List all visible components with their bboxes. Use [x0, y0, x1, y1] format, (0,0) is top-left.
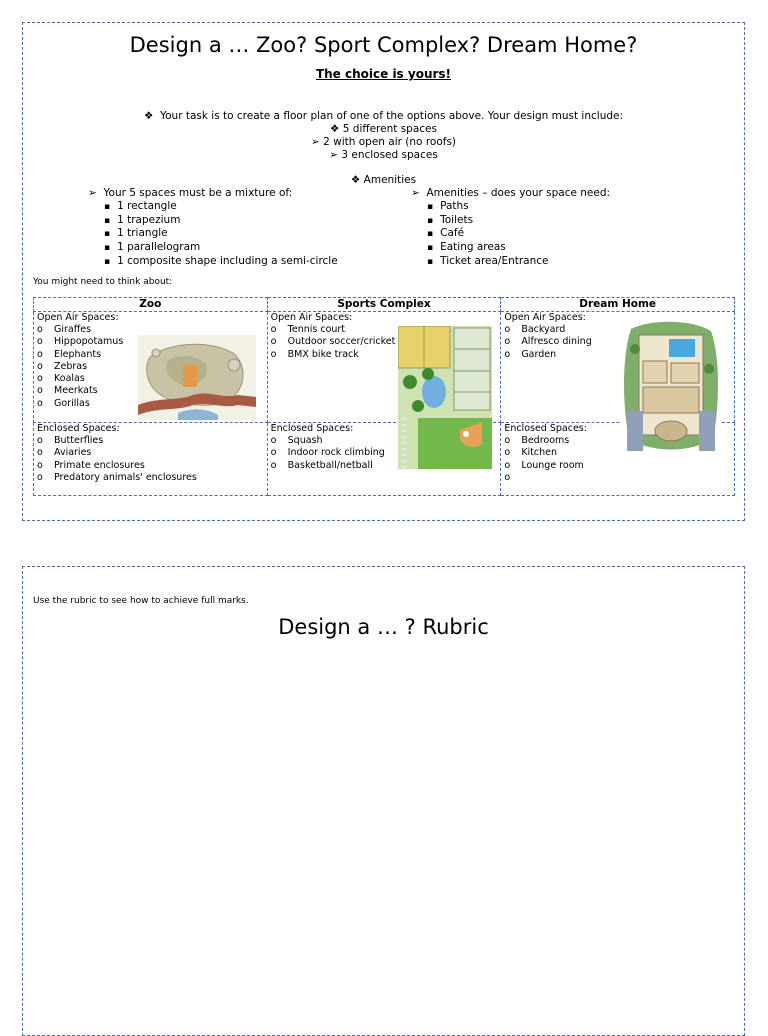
zoo-map-image — [138, 335, 256, 420]
page-title: Design a … Zoo? Sport Complex? Dream Home? — [129, 33, 638, 57]
list-item — [504, 472, 731, 484]
list-item: o BMX bike track — [271, 349, 498, 361]
list-item: ▪ 1 parallelogram — [104, 241, 338, 255]
page-two — [22, 566, 745, 1036]
list-item: o Tennis court — [271, 324, 498, 336]
amenities-list — [411, 187, 610, 269]
rubric-note: Use the rubric to see how to achieve full marks. — [33, 596, 249, 606]
list-item: o Butterflies — [37, 435, 264, 447]
task-item: 3 enclosed spaces — [341, 149, 438, 161]
diamond-bullet-icon: ❖ — [350, 174, 361, 186]
list-item: o Giraffes — [37, 324, 264, 336]
options-table — [33, 297, 735, 496]
shape-mixture-list — [88, 187, 338, 269]
list-item: ▪ Ticket area/Entrance — [427, 255, 610, 269]
list-item: ▪ Eating areas — [427, 241, 610, 255]
column-header-home: Dream Home — [501, 298, 735, 312]
sports-open-air-cell — [267, 312, 501, 423]
list-item: o Primate enclosures — [37, 460, 264, 472]
column-header-zoo: Zoo — [34, 298, 268, 312]
list-item: ▪ Café — [427, 227, 610, 241]
list-item: o Outdoor soccer/cricket — [271, 336, 498, 348]
list-item: o Indoor rock climbing — [271, 447, 498, 459]
amenities-list-heading: Amenities – does your space need: — [426, 187, 611, 199]
zoo-enclosed-cell — [34, 423, 268, 496]
diamond-bullet-icon: ❖ — [330, 123, 340, 135]
list-item: o Lounge room — [504, 460, 731, 472]
list-item: o Gorillas — [37, 398, 264, 410]
arrow-bullet-icon: ➢ — [310, 136, 320, 148]
list-item: ▪ 1 trapezium — [104, 214, 338, 228]
enclosed-label: Enclosed Spaces: — [270, 423, 354, 434]
arrow-bullet-icon: ➢ — [88, 187, 97, 199]
home-open-air-cell — [501, 312, 735, 423]
task-item: 5 different spaces — [342, 123, 437, 135]
subtitle: The choice is yours! — [315, 67, 452, 81]
diamond-bullet-icon: ❖ — [143, 110, 154, 122]
list-item: o Backyard — [504, 324, 731, 336]
think-about-label: You might need to think about: — [33, 277, 173, 287]
list-item: ▪ 1 rectangle — [104, 200, 338, 214]
mixture-heading: Your 5 spaces must be a mixture of: — [103, 187, 293, 199]
list-item: o Alfresco dining — [504, 336, 731, 348]
task-intro: Your task is to create a floor plan of one of the options above. Your design must include: — [160, 110, 624, 122]
sports-enclosed-cell — [267, 423, 501, 496]
list-item: o Predatory animals' enclosures — [37, 472, 264, 484]
column-header-sports: Sports Complex — [267, 298, 501, 312]
list-item: o Koalas — [37, 373, 264, 385]
zoo-open-air-cell — [34, 312, 268, 423]
list-item: o Hippopotamus — [37, 336, 264, 348]
amenities-heading: ❖ Amenities — [350, 174, 417, 186]
list-item: o Meerkats — [37, 385, 264, 397]
arrow-bullet-icon: ➢ — [329, 149, 338, 161]
list-item: o Squash — [271, 435, 498, 447]
home-enclosed-cell — [501, 423, 735, 496]
list-item: o Aviaries — [37, 447, 264, 459]
task-description — [23, 110, 744, 162]
list-item: ▪ Paths — [427, 200, 610, 214]
list-item: o Zebras — [37, 361, 264, 373]
enclosed-label: Enclosed Spaces: — [504, 423, 587, 434]
list-item: o Basketball/netball — [271, 460, 498, 472]
rubric-title: Design a … ? Rubric — [278, 615, 489, 639]
list-item: ▪ 1 composite shape including a semi-circle — [104, 255, 338, 269]
open-air-label: Open Air Spaces: — [504, 312, 586, 323]
open-air-label: Open Air Spaces: — [37, 312, 119, 323]
enclosed-label: Enclosed Spaces: — [37, 423, 120, 434]
arrow-bullet-icon: ➢ — [411, 187, 420, 199]
list-item: o Kitchen — [504, 447, 731, 459]
task-item: 2 with open air (no roofs) — [323, 136, 457, 148]
list-item: o Garden — [504, 349, 731, 361]
list-item: ▪ 1 triangle — [104, 227, 338, 241]
page-one — [22, 22, 745, 521]
list-item: o Elephants — [37, 349, 264, 361]
list-item: o Bedrooms — [504, 435, 731, 447]
open-air-label: Open Air Spaces: — [270, 312, 353, 323]
list-item: ▪ Toilets — [427, 214, 610, 228]
